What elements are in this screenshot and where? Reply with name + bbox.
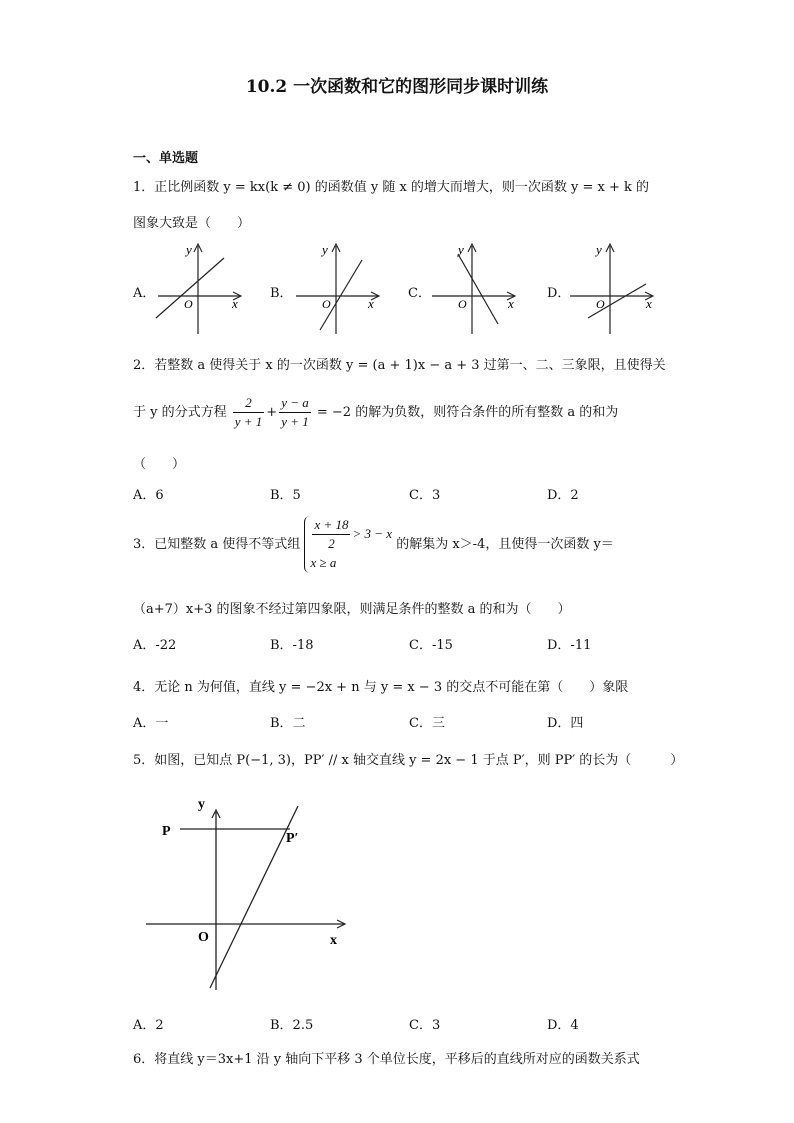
question-4-line-1 [133,676,628,695]
question-5-line-1 [133,749,683,768]
q2-option-a[interactable]: A．6 [133,488,164,503]
line-y-2x-1 [210,806,298,988]
q5-option-a[interactable]: A．2 [133,1018,164,1033]
point-p-prime-label: P′ [286,831,299,846]
question-1-line-2: 图象大致是（ ） [133,216,251,231]
q1-option-d-label: D． [547,286,571,301]
q2-option-d[interactable]: D．2 [547,488,579,503]
question-2-line-1 [133,354,666,373]
origin-label: O [184,297,193,311]
y-label: y [596,242,602,257]
inequality-1 [310,516,392,553]
q4-option-d[interactable]: D．四 [547,716,584,731]
q1-option-a-label: A． [133,286,156,301]
function-line [458,254,498,324]
origin-label: O [198,930,209,945]
question-3-line-2: （a+7）x+3 的图象不经过第四象限，则满足条件的整数 a 的和为（ ） [133,602,571,617]
inequality-1-fraction [312,516,350,553]
q4-option-b[interactable]: B．二 [270,716,306,731]
question-3-number: 3． [133,537,155,552]
point-p-label: P [162,824,171,839]
q4-option-c[interactable]: C．三 [409,716,445,731]
x-label: x [368,296,374,311]
q4-option-a[interactable]: A．一 [133,716,169,731]
question-1-text: 正比例函数 y = kx(k ≠ 0) 的函数值 y 随 x 的增大而增大，则一次函数 y = x + k 的 [154,180,650,195]
y-label: y [198,797,205,812]
q2-text-pre: 于 y 的分式方程 [133,405,227,420]
y-label: y [322,242,328,257]
fraction-1 [233,394,265,431]
question-1-number: 1． [133,180,155,195]
q3-option-b[interactable]: B．-18 [270,638,314,653]
q5-option-b[interactable]: B．2.5 [270,1018,314,1033]
q1-option-c-label: C． [408,286,431,301]
q3-option-c[interactable]: C．-15 [409,638,453,653]
origin-label: O [458,297,467,311]
page-title: 10.2 一次函数和它的图形同步课时训练 [245,77,549,97]
y-label: y [186,242,192,257]
q3-text-post: 的解集为 x＞-4，且使得一次函数 y＝ [396,537,614,552]
inequality-1-rest: > 3 − x [352,526,393,541]
question-2-line-3: （ ） [133,457,186,472]
fraction-2 [279,394,311,431]
question-4-number: 4． [133,680,155,695]
question-6-line-1 [133,1048,640,1067]
x-label: x [232,296,238,311]
q3-text-pre: 已知整数 a 使得不等式组 [154,537,301,552]
fraction-1-denominator: y + 1 [234,414,263,429]
q1-option-b-label: B． [270,286,293,301]
q1-option-b-graph[interactable] [288,238,388,336]
q1-option-a-graph[interactable] [150,238,250,336]
inequality-1-numerator: x + 18 [312,516,350,535]
question-2-line-2 [133,394,618,431]
x-label: x [646,296,652,311]
question-4-text: 无论 n 为何值，直线 y = −2x + n 与 y = x − 3 的交点不可能在第（ ）象限 [154,680,629,695]
question-5-number: 5． [133,753,155,768]
section-heading: 一、单选题 [133,151,199,166]
question-5-text: 如图，已知点 P(−1, 3)，PP′ // x 轴交直线 y = 2x − 1 于点 P′，则 PP′ 的长为（ ） [154,753,684,768]
x-label: x [330,933,337,948]
inequality-system [304,516,392,573]
q5-option-c[interactable]: C．3 [409,1018,441,1033]
question-2-number: 2． [133,358,155,373]
q1-option-d-graph[interactable] [562,238,662,336]
question-6-text: 将直线 y＝3x+1 沿 y 轴向下平移 3 个单位长度，平移后的直线所对应的函数关系式 [154,1052,640,1067]
plus-sign: + [266,405,278,420]
q2-option-b[interactable]: B．5 [270,488,301,503]
question-3-line-1 [133,516,614,573]
inequality-1-denominator: 2 [328,536,335,551]
q2-option-c[interactable]: C．3 [409,488,441,503]
question-1-line-1 [133,176,649,195]
fraction-2-denominator: y + 1 [281,414,309,429]
function-line [320,260,362,330]
fraction-1-numerator: 2 [233,394,265,413]
inequality-2: x ≥ a [310,555,337,570]
fraction-2-numerator: y − a [279,394,311,413]
x-label: x [508,296,514,311]
q1-option-c-graph[interactable] [424,238,524,336]
origin-label: O [322,297,331,311]
question-6-number: 6． [133,1052,155,1067]
origin-label: O [596,297,605,311]
q3-option-d[interactable]: D．-11 [547,638,592,653]
q5-option-d[interactable]: D．4 [547,1018,579,1033]
question-2-text: 若整数 a 使得关于 x 的一次函数 y = (a + 1)x − a + 3 过第一、二、三象限，且使得关 [154,358,666,373]
q2-text-post: = −2 的解为负数，则符合条件的所有整数 a 的和为 [316,405,619,420]
y-label: y [458,242,464,257]
q5-figure [140,790,360,1000]
q3-option-a[interactable]: A．-22 [133,638,177,653]
